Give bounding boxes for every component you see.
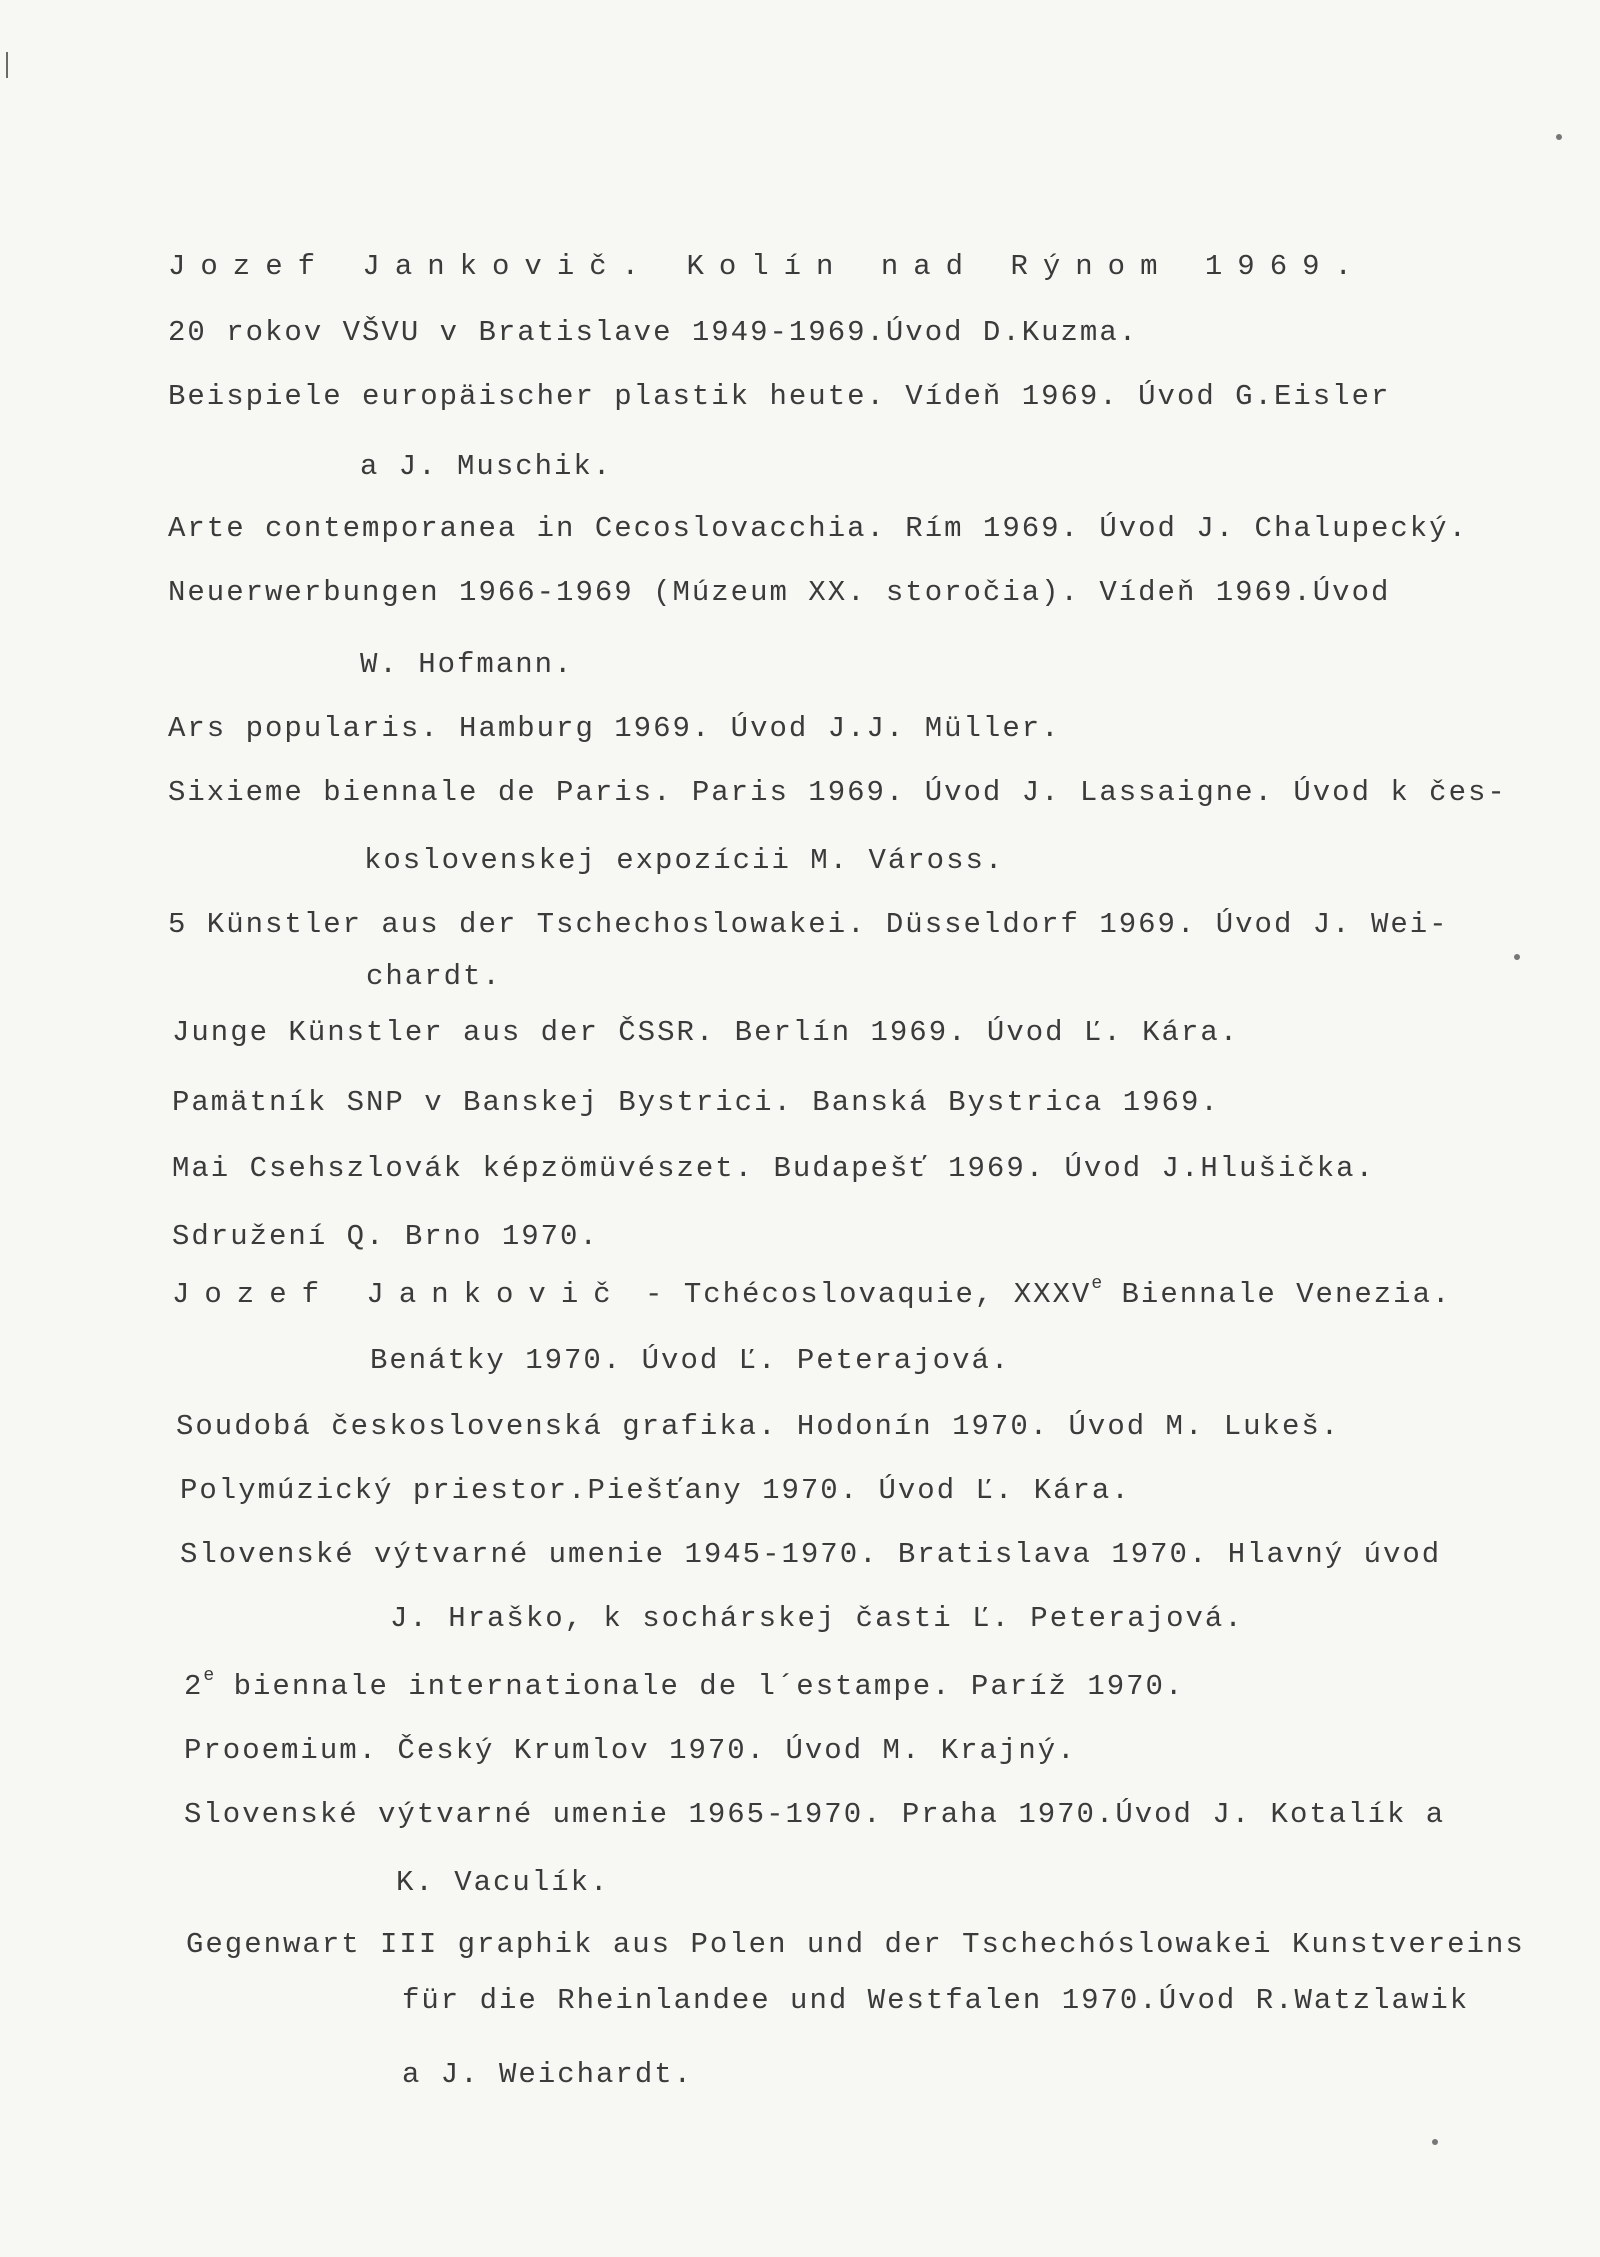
bibliography-entry-continuation: Benátky 1970. Úvod Ľ. Peterajová. [370, 1344, 1011, 1377]
bibliography-entry: Ars popularis. Hamburg 1969. Úvod J.J. Müller. [168, 712, 1061, 745]
bibliography-entry-continuation: chardt. [366, 960, 502, 993]
bibliography-entry: Jozef Jankovič - Tchécoslovaquie, XXXVe Biennale Venezia. [172, 1274, 1452, 1311]
bibliography-entry: Jozef Jankovič. Kolín nad Rýnom 1969. [168, 250, 1367, 283]
bibliography-entry-continuation: J. Hraško, k sochárskej časti Ľ. Peterajová. [390, 1602, 1244, 1635]
bibliography-entry: Soudobá československá grafika. Hodonín 1970. Úvod M. Lukeš. [176, 1410, 1341, 1443]
bibliography-entry-continuation: a J. Muschik. [360, 450, 613, 483]
bibliography-entry: Sixieme biennale de Paris. Paris 1969. Úvod J. Lassaigne. Úvod k čes- [168, 776, 1507, 809]
bibliography-entry-continuation: koslovenskej expozícii M. Váross. [364, 844, 1005, 877]
bibliography-entry: Beispiele europäischer plastik heute. Vídeň 1969. Úvod G.Eisler [168, 380, 1391, 413]
bibliography-entry: Slovenské výtvarné umenie 1965-1970. Praha 1970.Úvod J. Kotalík a [184, 1798, 1446, 1831]
paper-speck [1556, 134, 1562, 140]
bibliography-entry: Prooemium. Český Krumlov 1970. Úvod M. Krajný. [184, 1734, 1077, 1767]
paper-speck [1432, 2139, 1438, 2145]
bibliography-entry-continuation: W. Hofmann. [360, 648, 574, 681]
bibliography-entry: Arte contemporanea in Cecoslovacchia. Rím 1969. Úvod J. Chalupecký. [168, 512, 1468, 545]
bibliography-entry: Polymúzický priestor.Piešťany 1970. Úvod Ľ. Kára. [180, 1474, 1131, 1507]
bibliography-entry-continuation: für die Rheinlandee und Westfalen 1970.Úvod R.Watzlawik [402, 1984, 1470, 2017]
bibliography-entry: Slovenské výtvarné umenie 1945-1970. Bratislava 1970. Hlavný úvod [180, 1538, 1442, 1571]
bibliography-entry-continuation: K. Vaculík. [396, 1866, 610, 1899]
paper-speck [1514, 954, 1520, 960]
bibliography-entry: 5 Künstler aus der Tschechoslowakei. Düsseldorf 1969. Úvod J. Wei- [168, 908, 1449, 941]
bibliography-entry: Sdružení Q. Brno 1970. [172, 1220, 599, 1253]
bibliography-entry: 2e biennale internationale de l´estampe. Paríž 1970. [184, 1666, 1185, 1703]
bibliography-entry: Mai Csehszlovák képzömüvészet. Budapešť 1969. Úvod J.Hlušička. [172, 1152, 1375, 1185]
bibliography-entry-continuation: a J. Weichardt. [402, 2058, 694, 2091]
bibliography-entry: Neuerwerbungen 1966-1969 (Múzeum XX. storočia). Vídeň 1969.Úvod [168, 576, 1391, 609]
bibliography-entry: Pamätník SNP v Banskej Bystrici. Banská Bystrica 1969. [172, 1086, 1220, 1119]
bibliography-entry: Gegenwart III graphik aus Polen und der Tschechóslowakei Kunstvereins [186, 1928, 1525, 1961]
bibliography-entry: Junge Künstler aus der ČSSR. Berlín 1969. Úvod Ľ. Kára. [172, 1016, 1240, 1049]
page-edge-mark [6, 52, 8, 78]
bibliography-entry: 20 rokov VŠVU v Bratislave 1949-1969.Úvod D.Kuzma. [168, 316, 1139, 349]
